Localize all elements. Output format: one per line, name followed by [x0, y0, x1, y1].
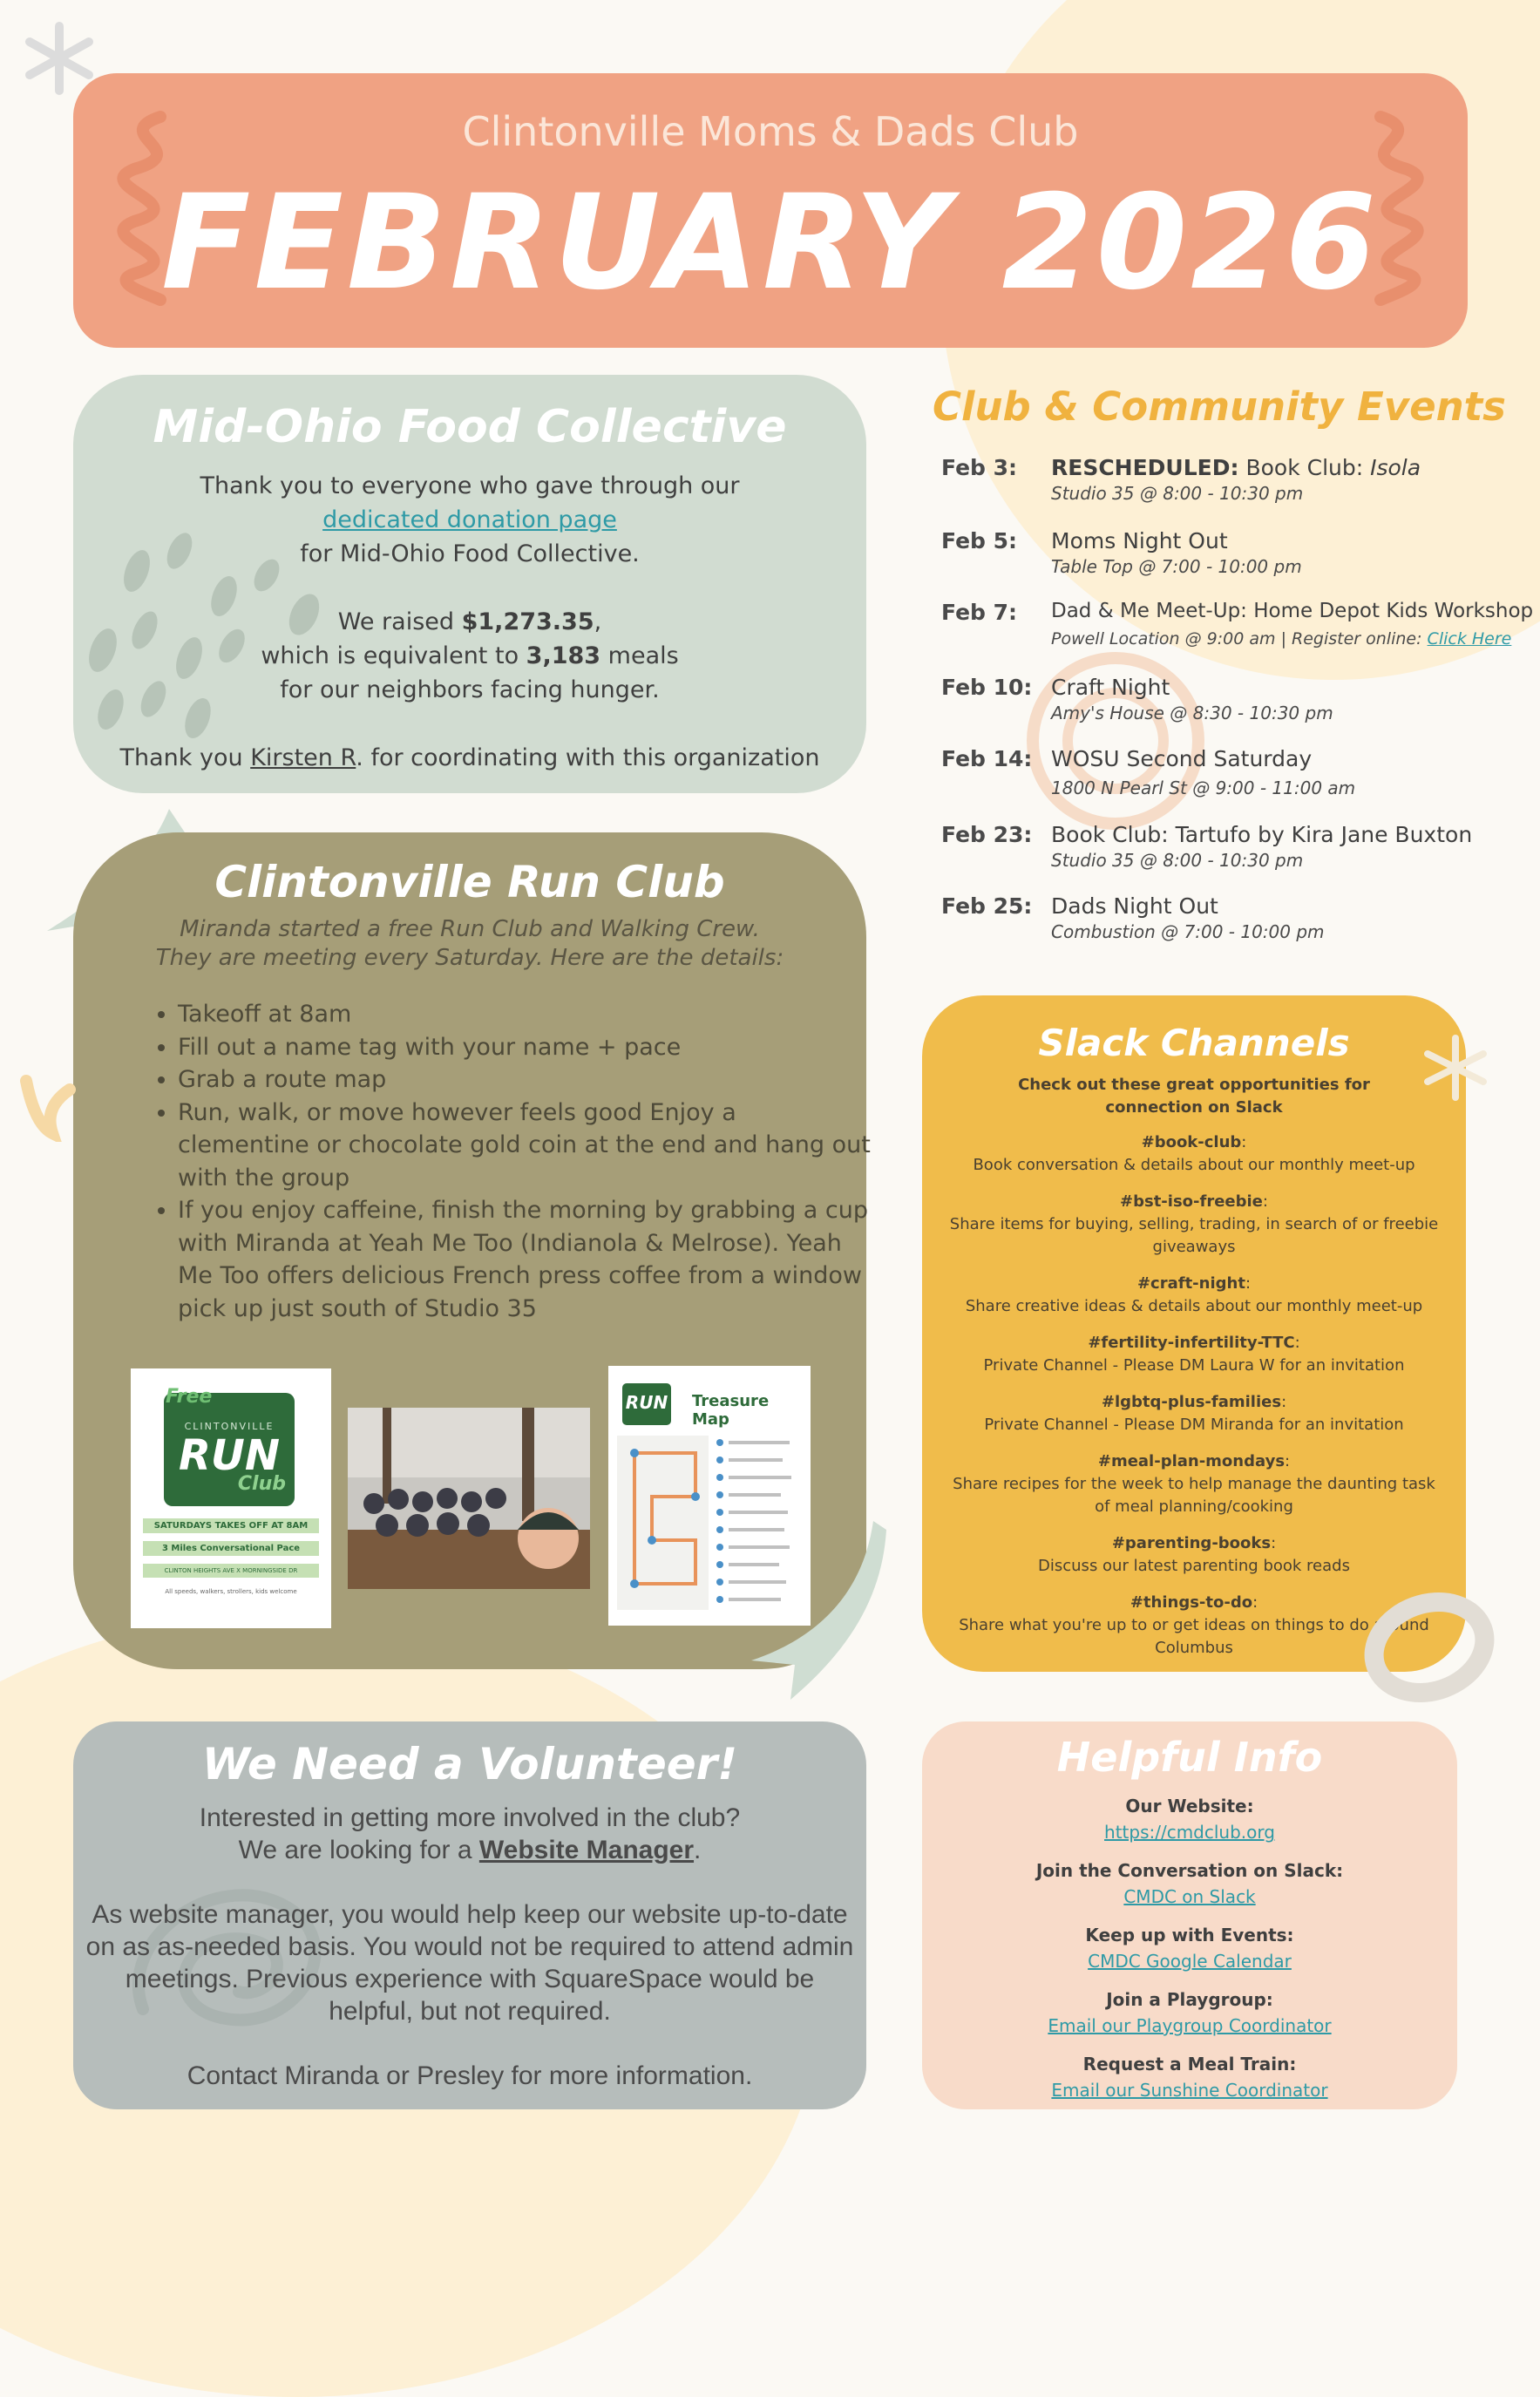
flyer-run-text: RUN	[178, 1431, 281, 1480]
club-name: Clintonville Moms & Dads Club	[462, 108, 1079, 155]
sunshine-email-link[interactable]: Email our Sunshine Coordinator	[1051, 2080, 1328, 2101]
header-banner	[73, 73, 1468, 348]
meals-count: 3,183	[526, 642, 601, 669]
kirsten-link[interactable]: Kirsten R	[250, 744, 356, 771]
donation-page-link[interactable]: dedicated donation page	[322, 506, 617, 533]
slack-channel: #parenting-books: Discuss our latest parenting book reads	[1038, 1534, 1350, 1575]
info-item: Request a Meal Train: Email our Sunshine Coordinator	[1051, 2054, 1328, 2101]
sparkle-icon	[1421, 1033, 1490, 1103]
flyer-clintonville-text: CLINTONVILLE	[184, 1421, 275, 1432]
slack-link[interactable]: CMDC on Slack	[1123, 1886, 1256, 1907]
ribbon-decoration	[743, 1512, 891, 1704]
food-line1: Thank you to everyone who gave through our	[200, 472, 740, 499]
register-link[interactable]: Click Here	[1427, 629, 1512, 648]
run-club-intro: Miranda started a free Run Club and Walking Crew. They are meeting every Saturday. Here are the details:	[155, 916, 784, 971]
slack-channel: #bst-iso-freebie: Share items for buying, selling, trading, in search of or freebie giveaways	[949, 1192, 1439, 1256]
flyer-footer-text: All speeds, walkers, strollers, kids welcome	[165, 1588, 297, 1595]
flyer-location-text: CLINTON HEIGHTS AVE X MORNINGSIDE DR	[143, 1564, 319, 1578]
events-section: Club & Community Events Feb 3: RESCHEDULED: Book Club: Isola Studio 35 @ 8:00 - 10:30 pm Feb 5: Moms Night Out Table Top @ 7:00 - 10:00 pm Feb 7: Dad & Me Meet-Up: Home Depot Kids Workshop Powell Location @ 9:00 am | Register online: Click Here Feb 10: Craft Night Amy's House @ 8:30 - 10:30 pm Feb 14: WOSU Second Saturday 1800 N Pearl St @ 9:00 - 11:00 am Feb 23: Book Club: Tartufo by Kira Jane Buxton Studio 35 @ 8:00 - 10:30 pm Feb 25: Dads Night Out Combustion @ 7:00 - 10:00 pm	[933, 384, 1534, 942]
list-item: • Run, walk, or move however feels good Enjoy a clementine or chocolate gold coin at the end and hang out with the group	[178, 1097, 875, 1195]
raised-amount: $1,273.35	[461, 608, 594, 635]
website-manager-link[interactable]: Website Manager	[478, 1836, 695, 1864]
food-text: Thank you to everyone who gave through our dedicated donation page for Mid-Ohio Food Collective. We raised $1,273.35, which is equivalent to 3,183 meals for our neighbors facing hunger. Thank you Kirsten R. for coordinating with this organization	[73, 469, 866, 775]
volunteer-card	[73, 1721, 866, 2109]
playgroup-email-link[interactable]: Email our Playgroup Coordinator	[1048, 2015, 1332, 2036]
website-link[interactable]: https://cmdclub.org	[1104, 1822, 1275, 1843]
events-title: Club & Community Events	[933, 384, 1506, 430]
slack-channel: #fertility-infertility-TTC: Private Channel - Please DM Laura W for an invitation	[983, 1334, 1405, 1375]
slack-channel: #book-club: Book conversation & details about our monthly meet-up	[973, 1133, 1415, 1174]
food-collective-card	[73, 375, 866, 793]
run-club-details	[134, 998, 875, 1325]
flyer-pace-text: 3 Miles Conversational Pace	[143, 1541, 319, 1556]
flyer-free-text: Free	[166, 1386, 213, 1408]
list-item: • Fill out a name tag with your name + pace	[178, 1031, 875, 1064]
volunteer-text: Interested in getting more involved in the club? We are looking for a Website Manager. As website manager, you would help keep our website up-to-date on as as-needed basis. You would not be required to attend admin meetings. Previous experience with SquareSpace would be helpful, but not required. Contact Miranda or Presley for more information.	[82, 1802, 858, 2092]
circle-doodle-decoration	[1011, 636, 1220, 845]
month-title: FEBRUARY 2026	[161, 167, 1380, 319]
list-item: • Takeoff at 8am	[178, 998, 875, 1031]
info-item: Keep up with Events: CMDC Google Calendar	[1085, 1925, 1294, 1972]
helpful-info-title: Helpful Info	[1056, 1734, 1323, 1781]
volunteer-description: As website manager, you would help keep our website up-to-date on as as-needed basis. You would not be required to attend admin meetings. Previous experience with SquareSpace would be helpful, but not required.	[85, 1900, 854, 2026]
food-title: Mid-Ohio Food Collective	[153, 401, 787, 453]
info-item: Our Website: https://cmdclub.org	[1104, 1796, 1275, 1843]
slack-channels-card	[922, 995, 1466, 1672]
calendar-link[interactable]: CMDC Google Calendar	[1088, 1951, 1292, 1972]
ring-decoration	[1355, 1582, 1503, 1713]
info-item: Join the Conversation on Slack: CMDC on Slack	[1035, 1860, 1344, 1907]
slack-channel: #things-to-do: Share what you're up to or get ideas on things to do around Columbus	[959, 1593, 1429, 1657]
slack-title: Slack Channels	[1038, 1022, 1350, 1064]
list-item: • If you enjoy caffeine, finish the morning by grabbing a cup with Miranda at Yeah Me Too (Indianola & Melrose). Yeah Me Too offers delicious French press coffee from a window pick up just south of Studio 35	[178, 1194, 875, 1325]
group-photo	[348, 1408, 590, 1589]
info-item: Join a Playgroup: Email our Playgroup Coordinator	[1048, 1989, 1332, 2036]
slack-channel: #lgbtq-plus-families: Private Channel - Please DM Miranda for an invitation	[984, 1393, 1404, 1434]
flyer-club-text: Club	[237, 1473, 286, 1495]
slack-intro: Check out these great opportunities for connection on Slack	[1018, 1076, 1370, 1117]
flyer-saturdays-text: SATURDAYS TAKES OFF AT 8AM	[143, 1518, 319, 1533]
slack-channel: #meal-plan-mondays: Share recipes for the week to help manage the daunting task of meal planning/cooking	[953, 1452, 1435, 1516]
map-title: Treasure Map	[692, 1392, 770, 1429]
list-item: • Grab a route map	[178, 1063, 875, 1097]
leaf-decoration	[17, 1072, 78, 1142]
slack-channel: #craft-night: Share creative ideas & details about our monthly meet-up	[965, 1274, 1423, 1315]
helpful-info-card	[922, 1721, 1457, 2109]
volunteer-title: We Need a Volunteer!	[201, 1739, 738, 1789]
food-neighbors-line: for our neighbors facing hunger.	[280, 676, 660, 703]
map-logo-text: RUN	[625, 1392, 668, 1413]
volunteer-contact: Contact Miranda or Presley for more information.	[187, 2061, 753, 2090]
run-club-flyer-image	[131, 1368, 331, 1628]
food-line3: for Mid-Ohio Food Collective.	[300, 540, 640, 567]
run-club-title: Clintonville Run Club	[214, 857, 725, 907]
